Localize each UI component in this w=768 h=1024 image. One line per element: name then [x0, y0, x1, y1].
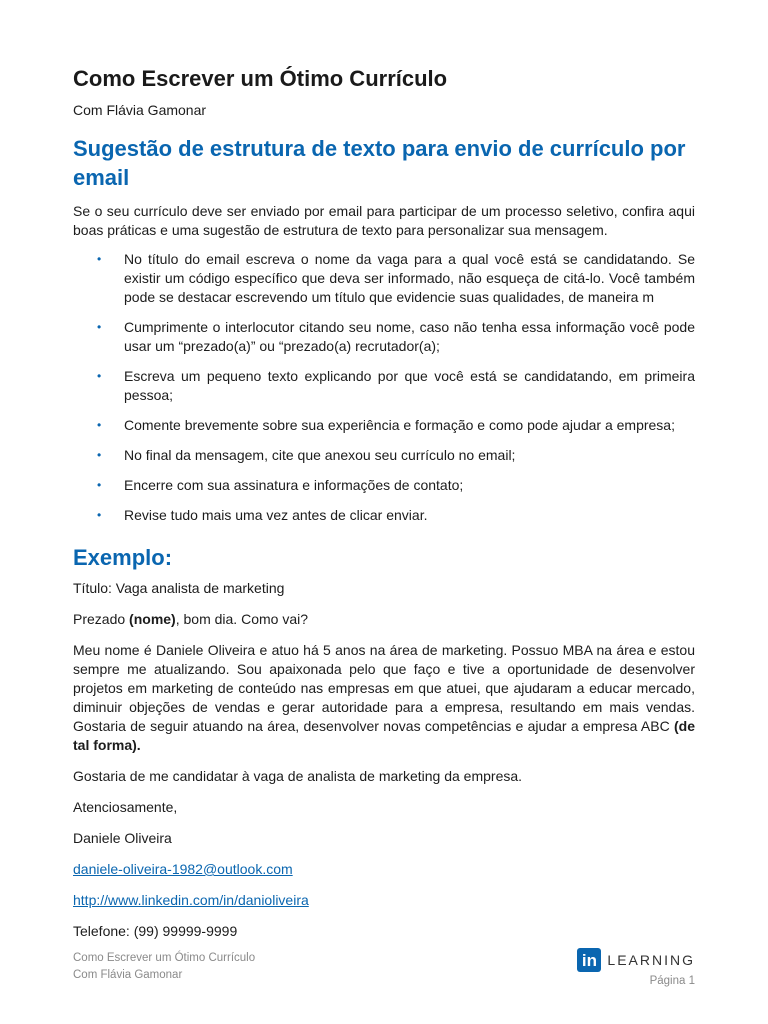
list-item-text: Comente brevemente sobre sua experiência e formação e como pode ajudar a empresa;	[124, 417, 675, 433]
example-body-bold: (de tal forma).	[73, 718, 695, 753]
example-email-row	[73, 860, 695, 879]
email-link[interactable]: daniele-oliveira-1982@outlook.com	[73, 861, 293, 877]
example-name: Daniele Oliveira	[73, 830, 172, 846]
bullet-icon: •	[97, 508, 102, 522]
example-closing-line: Gostaria de me candidatar à vaga de analista de marketing da empresa.	[73, 768, 523, 784]
document-author: Com Flávia Gamonar	[73, 102, 207, 118]
section-intro: Se o seu currículo deve ser enviado por email para participar de um processo seletivo, confira aqui boas práticas e uma sugestão de estrutura de texto para personalizar sua mensagem.	[73, 203, 695, 238]
example-title: Exemplo:	[73, 545, 173, 570]
list-item	[73, 416, 695, 435]
bullet-icon: •	[97, 448, 102, 462]
linkedin-learning-brand	[577, 948, 695, 987]
example-body-text: Meu nome é Daniele Oliveira e atuo há 5 anos na área de marketing. Possuo MBA na área e estou sempre me atualizando. Sou apaixonada pelo que faço e tive a oportunidade de desenvolver projetos em marketing de conteúdo nas empresas em que atuei, que ajudaram a educar mercado, diminuir objeções de vendas e gerar autoridade para a empresa, resultando em mais vendas. Gostaria de seguir atuando na área, desenvolver novas competências e ajudar a empresa ABC	[73, 642, 695, 734]
list-item-text: No título do email escreva o nome da vaga para a qual você está se candidatando. Se existir um código específico que deva ser informado, não esqueça de citá-lo. Você também pode se destacar escrevendo um título que evidencie suas qualidades, de maneira m	[124, 251, 695, 305]
list-item	[73, 446, 695, 465]
brand-text: LEARNING	[607, 952, 695, 968]
linkedin-link[interactable]: http://www.linkedin.com/in/danioliveira	[73, 892, 309, 908]
bullet-icon: •	[97, 320, 102, 334]
greeting-text: Prezado	[73, 611, 130, 627]
bullet-icon: •	[97, 418, 102, 432]
footer-title: Como Escrever um Ótimo Currículo	[73, 952, 256, 964]
list-item	[73, 506, 695, 525]
greeting-name: (nome)	[129, 611, 176, 627]
example-greeting	[73, 610, 695, 629]
example-body	[73, 641, 695, 755]
document-title: Como Escrever um Ótimo Currículo	[73, 66, 448, 91]
brand-logo	[577, 948, 695, 972]
example-subject: Título: Vaga analista de marketing	[73, 580, 285, 596]
example-signoff: Atenciosamente,	[73, 799, 178, 815]
page-footer	[73, 950, 255, 984]
bullet-icon: •	[97, 252, 102, 266]
list-item	[73, 367, 695, 405]
bullet-icon: •	[97, 369, 102, 383]
list-item-text: Escreva um pequeno texto explicando por que você está se candidatando, em primeira pessoa;	[124, 368, 695, 403]
footer-author: Com Flávia Gamonar	[73, 969, 183, 981]
list-item-text: Cumprimente o interlocutor citando seu nome, caso não tenha essa informação você pode usar um “prezado(a)” ou “prezado(a) recrutador(a);	[124, 319, 695, 354]
bullet-icon: •	[97, 478, 102, 492]
example-linkedin-row	[73, 891, 695, 910]
page-number: Página 1	[649, 975, 695, 987]
tips-list	[73, 250, 695, 525]
document-page	[73, 62, 695, 941]
section-title: Sugestão de estrutura de texto para envio de currículo por email	[73, 136, 686, 190]
list-item-text: Revise tudo mais uma vez antes de clicar enviar.	[124, 507, 428, 523]
list-item	[73, 476, 695, 495]
list-item	[73, 250, 695, 307]
example-phone: Telefone: (99) 99999-9999	[73, 923, 238, 939]
list-item-text: Encerre com sua assinatura e informações de contato;	[124, 477, 464, 493]
list-item-text: No final da mensagem, cite que anexou seu currículo no email;	[124, 447, 516, 463]
greeting-text-end: , bom dia. Como vai?	[175, 611, 309, 627]
linkedin-icon: in	[577, 948, 601, 972]
list-item	[73, 318, 695, 356]
